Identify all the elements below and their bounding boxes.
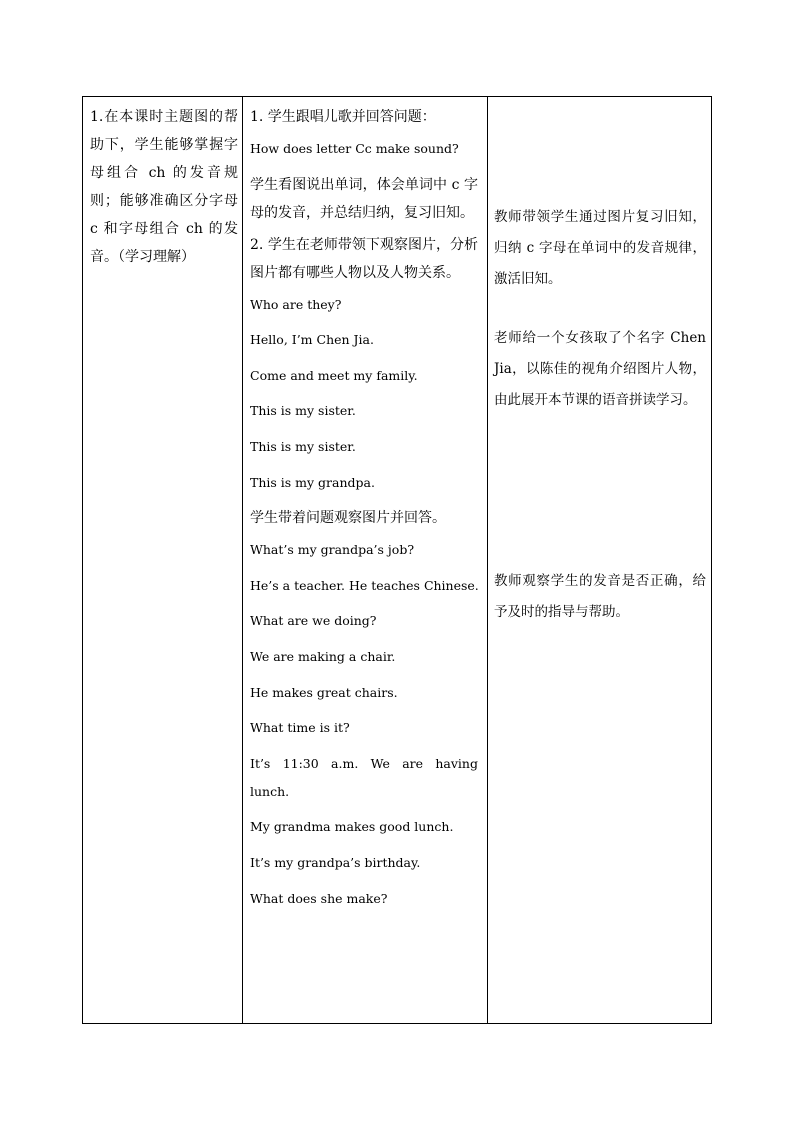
dialogue-line: He’s a teacher. He teaches Chinese. bbox=[250, 577, 479, 593]
dialogue-line: Hello, I’m Chen Jia. bbox=[250, 332, 374, 348]
lesson-plan-table bbox=[82, 96, 712, 1024]
learning-goal-text: 1.在本课时主题图的帮助下，学生能够掌握字母组合 ch 的发音规则；能够准确区分字母 c 和字母组合 ch 的发音。（学习理解） bbox=[90, 109, 238, 265]
activity-question: How does letter Cc make sound? bbox=[250, 141, 459, 156]
dialogue-line: My grandma makes good lunch. bbox=[250, 819, 454, 835]
activity-step-2: 2. 学生在老师带领下观察图片，分析图片都有哪些人物以及人物关系。 bbox=[250, 236, 478, 281]
dialogue-line: It’s my grandpa’s birthday. bbox=[250, 854, 421, 870]
dialogue-line: This is my grandpa. bbox=[250, 474, 375, 490]
table-row bbox=[83, 97, 712, 1024]
dialogue-line: What does she make? bbox=[250, 890, 388, 906]
activity-instruction: 学生带着问题观察图片并回答。 bbox=[250, 510, 446, 527]
dialogue-line: It’s 11:30 a.m. We are having lunch. bbox=[250, 755, 478, 799]
activity-review: 学生看图说出单词，体会单词中 c 字母的发音，并总结归纳，复习旧知。 bbox=[250, 176, 478, 221]
design-note: 教师带领学生通过图片复习旧知，归纳 c 字母在单词中的发音规律，激活旧知。 bbox=[494, 209, 706, 287]
learning-goal-cell bbox=[83, 97, 243, 1024]
dialogue-line: This is my sister. bbox=[250, 403, 356, 419]
dialogue-line: We are making a chair. bbox=[250, 648, 396, 664]
learning-activity-cell bbox=[243, 97, 488, 1024]
dialogue-line: What’s my grandpa’s job? bbox=[250, 542, 415, 558]
dialogue-line: Who are they? bbox=[250, 296, 342, 312]
activity-list bbox=[250, 103, 478, 920]
dialogue-line: This is my sister. bbox=[250, 438, 356, 454]
activity-step-1: 1. 学生跟唱儿歌并回答问题： bbox=[250, 109, 436, 125]
dialogue-line: Come and meet my family. bbox=[250, 367, 418, 383]
design-intent-cell bbox=[488, 97, 712, 1024]
dialogue-line: What time is it? bbox=[250, 720, 350, 736]
design-note: 老师给一个女孩取了个名字 Chen Jia，以陈佳的视角介绍图片人物，由此展开本节课的语音拼读学习。 bbox=[494, 330, 706, 408]
design-note: 教师观察学生的发音是否正确，给予及时的指导与帮助。 bbox=[494, 573, 706, 620]
dialogue-line: What are we doing? bbox=[250, 613, 377, 629]
dialogue-line: He makes great chairs. bbox=[250, 684, 398, 700]
